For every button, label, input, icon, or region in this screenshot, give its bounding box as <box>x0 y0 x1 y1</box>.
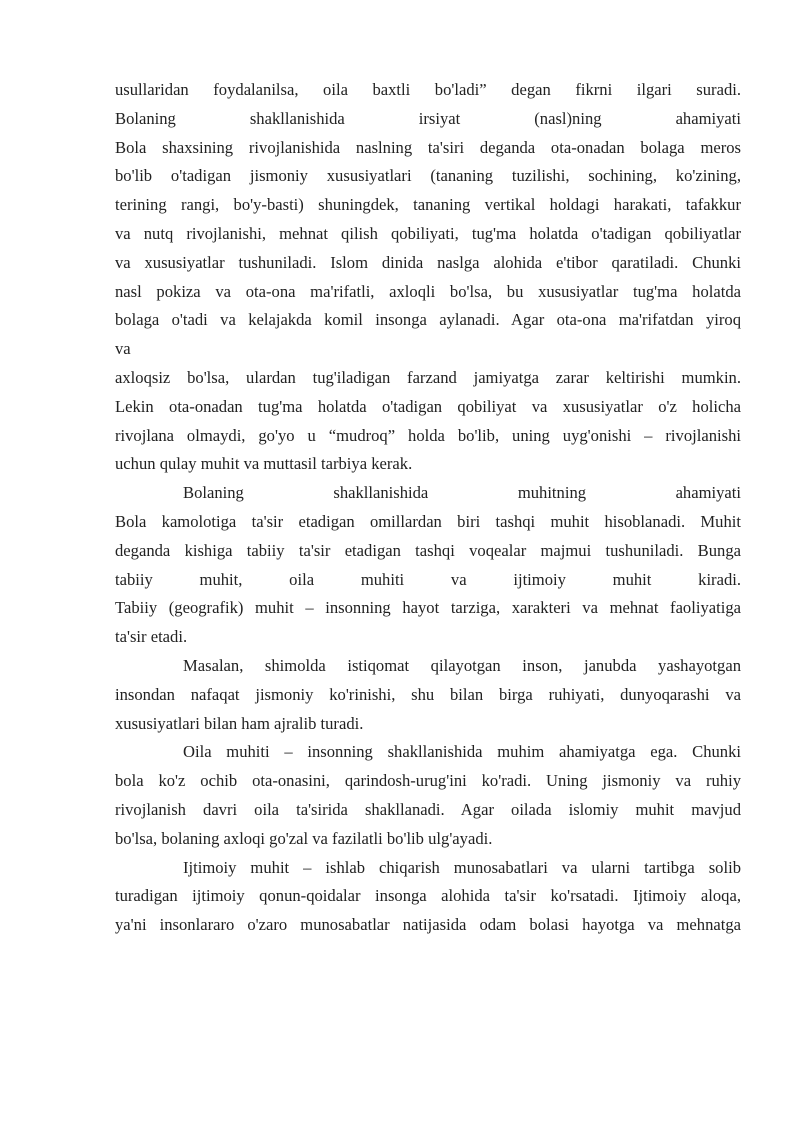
text-line: insondan nafaqat jismoniy ko'rinishi, shu bilan birga ruhiyati, dunyoqarashi va <box>115 684 741 704</box>
text-line: ya'ni insonlararo o'zaro munosabatlar natijasida odam bolasi hayotga va mehnatga <box>115 915 741 935</box>
text-line: terining rangi, bo'y-basti) shuningdek, tananing vertikal holdagi harakati, tafakkur <box>115 195 741 215</box>
text-line: rivojlanish davri oila ta'sirida shakllanadi. Agar oilada islomiy muhit mavjud <box>115 799 741 819</box>
text-line: va xususiyatlar tushuniladi. Islom dinida naslga alohida e'tibor qaratiladi. Chunki <box>115 252 741 272</box>
text-line: ta'sir etadi. <box>115 627 188 647</box>
text-line: bolaga o'tadi va kelajakda komil insonga aylanadi. Agar ota-ona ma'rifatdan yiroq <box>115 310 741 330</box>
text-line: nasl pokiza va ota-ona ma'rifatli, axloqli bo'lsa, bu xususiyatlar tug'ma holatda <box>115 281 741 301</box>
document-page <box>115 76 741 940</box>
text-line: bo'lsa, bolaning axloqi go'zal va fazilatli bo'lib ulg'ayadi. <box>115 828 493 848</box>
text-line: xususiyatlari bilan ham ajralib turadi. <box>115 713 364 733</box>
text-line: va <box>115 339 131 359</box>
text-line: rivojlana olmaydi, go'yo u “mudroq” holda bo'lib, uning uyg'onishi – rivojlanishi <box>115 425 741 445</box>
text-line: turadigan ijtimoiy qonun-qoidalar insonga alohida ta'sir ko'rsatadi. Ijtimoiy aloqa, <box>115 886 741 906</box>
text-line: va nutq rivojlanishi, mehnat qilish qobiliyati, tug'ma holatda o'tadigan qobiliyatlar <box>115 223 741 243</box>
text-line: Bola shaxsining rivojlanishida naslning ta'siri deganda ota-onadan bolaga meros <box>115 137 741 157</box>
text-line: bo'lib o'tadigan jismoniy xususiyatlari (tananing tuzilishi, sochining, ko'zining, <box>115 166 741 186</box>
text-line: Oila muhiti – insonning shakllanishida muhim ahamiyatga ega. Chunki <box>183 742 741 762</box>
text-line: usullaridan foydalanilsa, oila baxtli bo'ladi” degan fikrni ilgari suradi. <box>115 80 741 99</box>
text-line: Masalan, shimolda istiqomat qilayotgan inson, janubda yashayotgan <box>183 655 741 675</box>
text-line: Tabiiy (geografik) muhit – insonning hayot tarziga, xarakteri va mehnat faoliyatiga <box>115 598 741 618</box>
text-line: tabiiy muhit, oila muhiti va ijtimoiy muhit kiradi. <box>115 569 741 589</box>
text-line: Bola kamolotiga ta'sir etadigan omillardan biri tashqi muhit hisoblanadi. Muhit <box>115 511 741 531</box>
text-line: Lekin ota-onadan tug'ma holatda o'tadigan qobiliyat va xususiyatlar o'z holicha <box>115 396 741 416</box>
text-line: axloqsiz bo'lsa, ulardan tug'iladigan farzand jamiyatga zarar keltirishi mumkin. <box>115 367 741 387</box>
text-line: Ijtimoiy muhit – ishlab chiqarish munosabatlari va ularni tartibga solib <box>183 857 741 877</box>
section-heading-environment: Bolaning shakllanishida muhitning ahamiyati <box>183 483 741 503</box>
text-line: uchun qulay muhit va muttasil tarbiya kerak. <box>115 454 413 474</box>
section-heading-heredity: Bolaning shakllanishida irsiyat (nasl)ning ahamiyati <box>115 108 741 128</box>
text-line: bola ko'z ochib ota-onasini, qarindosh-urug'ini ko'radi. Uning jismoniy va ruhiy <box>115 771 741 791</box>
text-line: deganda kishiga tabiiy ta'sir etadigan tashqi voqealar majmui tushuniladi. Bunga <box>115 540 741 560</box>
